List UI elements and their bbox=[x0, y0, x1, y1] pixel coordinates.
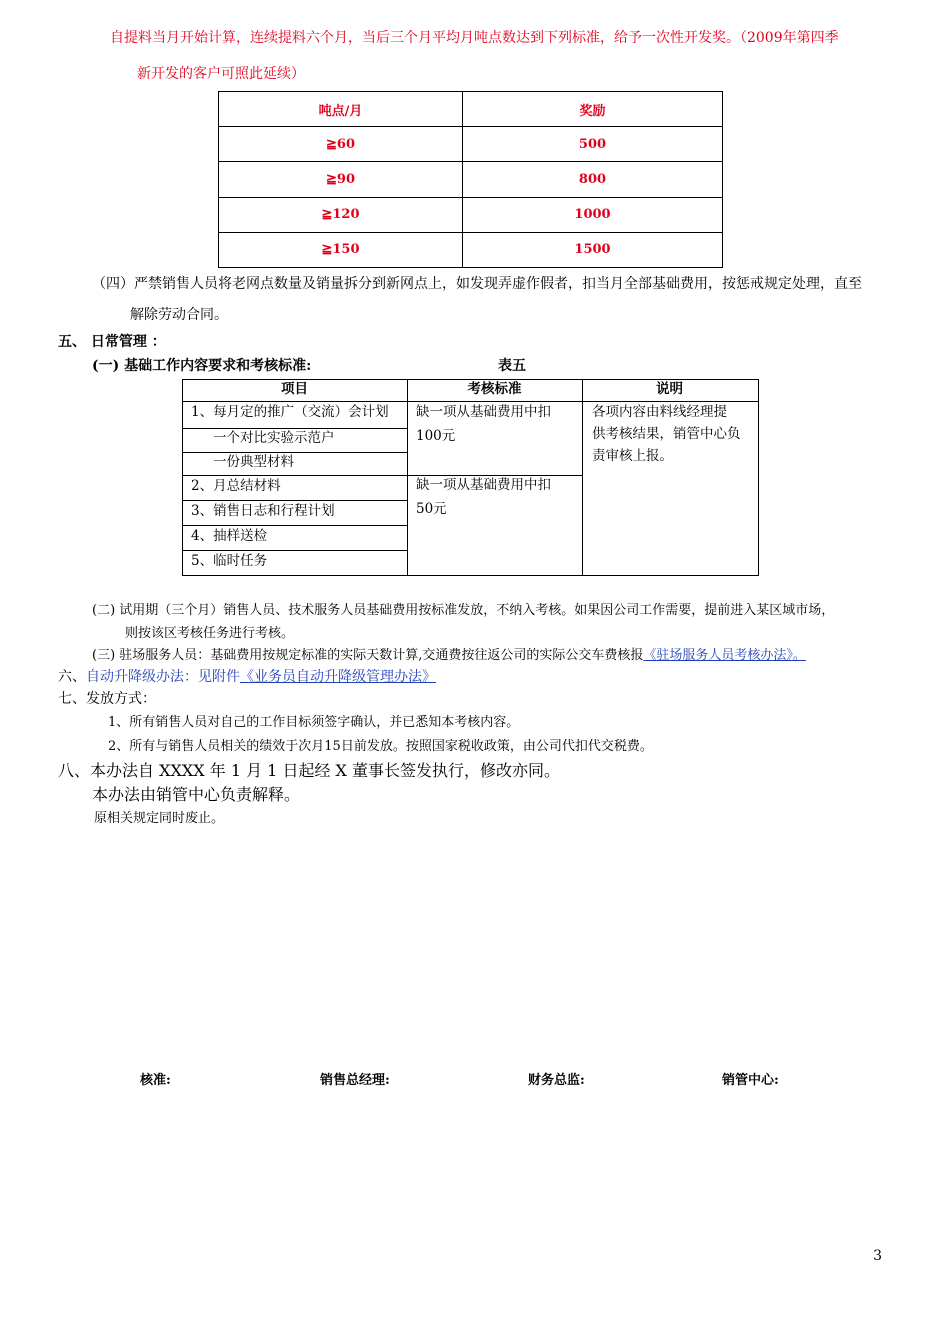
reward-amount: 500 bbox=[463, 127, 723, 162]
table-row bbox=[219, 197, 723, 232]
table-row bbox=[219, 127, 723, 162]
section6-text: 自动升降级办法：见附件 bbox=[86, 669, 240, 685]
reward-threshold: ≧120 bbox=[219, 197, 463, 232]
table-row: 2、月总结材料 bbox=[191, 478, 281, 494]
reward-threshold: ≧150 bbox=[219, 232, 463, 267]
section5-sub3-text: (三) 驻场服务人员：基础费用按规定标准的实际天数计算,交通费按往返公司的实际公交车费核报 bbox=[92, 648, 644, 663]
header-item: 项目 bbox=[281, 381, 308, 397]
table-row: 3、销售日志和行程计划 bbox=[191, 503, 335, 519]
section7-item-1: 1、所有销售人员对自己的工作目标须签字确认，并已悉知本考核内容。 bbox=[108, 715, 520, 730]
section4-line-2: 解除劳动合同。 bbox=[130, 307, 228, 323]
section7-heading: 七、发放方式： bbox=[58, 691, 156, 707]
page-number: 3 bbox=[873, 1248, 882, 1264]
section8-line-2: 本办法由销管中心负责解释。 bbox=[92, 785, 301, 804]
standard-2-line-1: 缺一项从基础费用中扣 bbox=[416, 477, 551, 493]
section7-item-2: 2、所有与销售人员相关的绩效于次月15日前发放。按照国家税收政策，由公司代扣代交税费。 bbox=[108, 739, 653, 754]
standard-1-line-2: 100元 bbox=[416, 428, 456, 444]
table-row bbox=[219, 232, 723, 267]
section6 bbox=[58, 666, 436, 686]
note-line-3: 责审核上报。 bbox=[592, 448, 673, 464]
standard-2-line-2: 50元 bbox=[416, 501, 447, 517]
reward-header-tons: 吨点/月 bbox=[219, 92, 463, 127]
table-row: 5、临时任务 bbox=[191, 553, 268, 569]
reward-threshold: ≧90 bbox=[219, 162, 463, 197]
reward-amount: 1000 bbox=[463, 197, 723, 232]
section8-line-3: 原相关规定同时废止。 bbox=[94, 811, 225, 826]
section5-heading: 五、 日常管理 ： bbox=[58, 334, 166, 350]
reward-amount: 1500 bbox=[463, 232, 723, 267]
header-note: 说明 bbox=[656, 381, 683, 397]
section4-line-1: （四）严禁销售人员将老网点数量及销量拆分到新网点上，如发现弄虚作假者，扣当月全部基础费用，按惩戒规定处理，直至 bbox=[92, 276, 862, 292]
table-row: 一个对比实验示范户 bbox=[213, 430, 335, 446]
signature-finance-director: 财务总监: bbox=[528, 1073, 585, 1088]
reward-threshold: ≧60 bbox=[219, 127, 463, 162]
resident-staff-assessment-link[interactable]: 《驻场服务人员考核办法》。 bbox=[643, 648, 806, 663]
signature-approval: 核准: bbox=[140, 1073, 171, 1088]
table-row bbox=[219, 162, 723, 197]
section6-prefix: 六、 bbox=[58, 669, 86, 685]
column-divider bbox=[582, 379, 583, 575]
table-row: 4、抽样送检 bbox=[191, 528, 268, 544]
note-line-1: 各项内容由料线经理提 bbox=[592, 404, 727, 420]
reward-table-header bbox=[219, 92, 723, 127]
reward-table bbox=[218, 91, 723, 268]
reward-header-reward: 奖励 bbox=[463, 92, 723, 127]
note-line-2: 供考核结果，销管中心负 bbox=[592, 426, 741, 442]
reward-amount: 800 bbox=[463, 162, 723, 197]
intro-line-2: 新开发的客户可照此延续） bbox=[137, 66, 305, 82]
section5-sub1: (一) 基础工作内容要求和考核标准: bbox=[92, 358, 312, 374]
header-standard: 考核标准 bbox=[467, 381, 522, 397]
intro-line-1: 自提料当月开始计算，连续提料六个月，当后三个月平均月吨点数达到下列标准，给予一次性开发奖。（2009年第四季 bbox=[110, 30, 839, 46]
auto-grade-policy-link[interactable]: 《业务员自动升降级管理办法》 bbox=[240, 669, 436, 685]
column-divider bbox=[407, 379, 408, 575]
table-row: 一份典型材料 bbox=[213, 454, 294, 470]
section5-sub2-line-1: (二) 试用期（三个月）销售人员、技术服务人员基础费用按标准发放，不纳入考核。如果因公司工作需要，提前进入某区域市场， bbox=[92, 603, 835, 618]
section5-sub2-line-2: 则按该区考核任务进行考核。 bbox=[125, 626, 295, 641]
signature-sales-gm: 销售总经理: bbox=[320, 1073, 390, 1088]
signature-sales-admin: 销管中心: bbox=[722, 1073, 779, 1088]
table-row: 1、每月定的推广（交流）会计划 bbox=[191, 404, 389, 420]
section5-sub3 bbox=[92, 644, 806, 663]
section8-line-1: 八、本办法自 XXXX 年 1 月 1 日起经 X 董事长签发执行，修改亦同。 bbox=[58, 761, 561, 780]
standard-1-line-1: 缺一项从基础费用中扣 bbox=[416, 404, 551, 420]
table-five-label: 表五 bbox=[498, 358, 526, 374]
